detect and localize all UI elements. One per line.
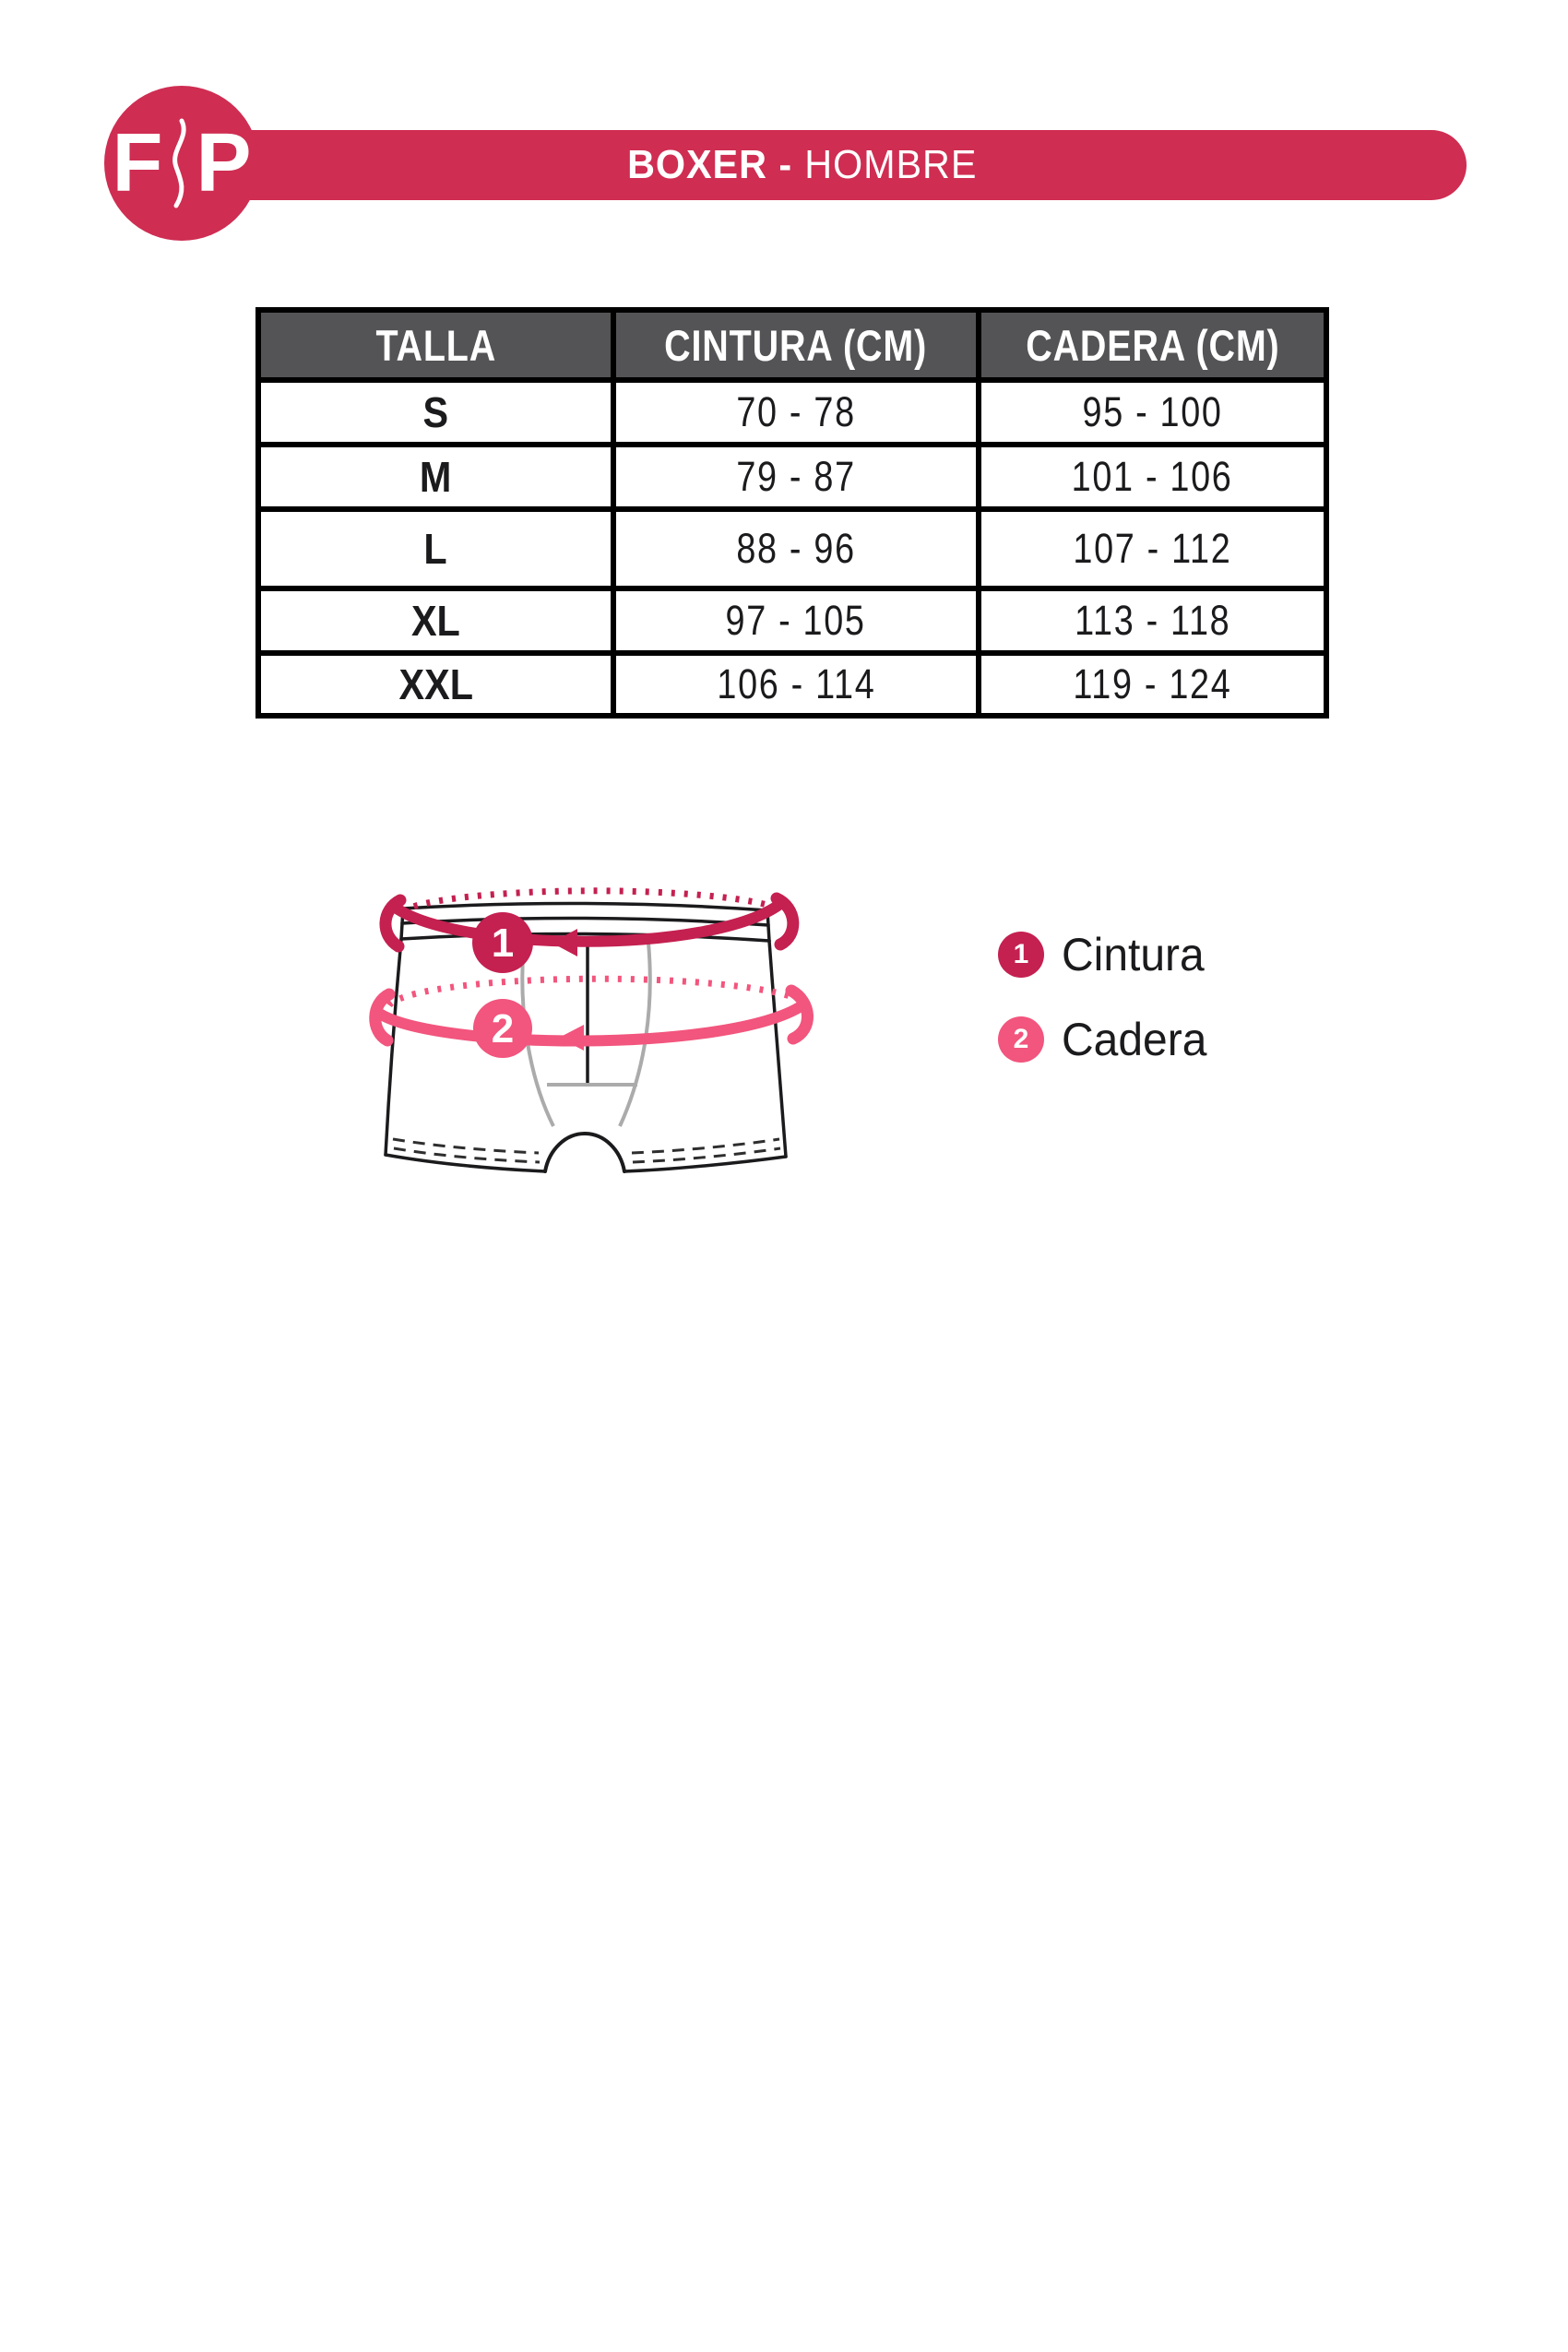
legend-label-cintura: Cintura — [1062, 929, 1205, 980]
cell-size: XL — [258, 588, 613, 653]
header-cell-cintura: CINTURA (CM) — [613, 310, 979, 380]
banner-title — [627, 142, 977, 188]
cell-cadera: 113 - 118 — [979, 588, 1326, 653]
waist-marker-number: 1 — [491, 921, 515, 966]
header-cell-talla: TALLA — [258, 310, 613, 380]
legend-number-badge-1: 1 — [998, 932, 1044, 978]
logo-letter-p: P — [196, 117, 252, 209]
banner-title-bold: BOXER - — [627, 142, 793, 187]
cell-cadera: 107 - 112 — [979, 509, 1326, 588]
cell-cintura: 106 - 114 — [613, 653, 979, 716]
legend-label-cadera: Cadera — [1062, 1014, 1207, 1065]
measurement-diagram — [369, 858, 821, 1190]
title-banner — [221, 130, 1467, 200]
cell-size: L — [258, 509, 613, 588]
cell-cadera: 95 - 100 — [979, 380, 1326, 445]
size-chart-table — [255, 307, 1329, 719]
hip-marker-badge — [473, 999, 532, 1058]
table-row-l — [258, 509, 1326, 588]
table-row-s — [258, 380, 1326, 445]
hem-stitching — [393, 1139, 780, 1162]
cell-cintura: 97 - 105 — [613, 588, 979, 653]
banner-title-regular: HOMBRE — [804, 142, 978, 187]
brand-logo — [104, 86, 259, 241]
table-header-row — [258, 310, 1326, 380]
cell-cadera: 101 - 106 — [979, 445, 1326, 509]
waist-annotation — [386, 891, 793, 956]
table-row-xxl — [258, 653, 1326, 716]
hip-arrow — [559, 1025, 584, 1051]
cell-size: S — [258, 380, 613, 445]
legend-item-cintura — [998, 928, 1210, 981]
logo-letter-f: F — [112, 117, 163, 209]
legend-number-badge-2: 2 — [998, 1016, 1044, 1063]
waist-marker-badge — [472, 912, 533, 973]
cell-cintura: 79 - 87 — [613, 445, 979, 509]
cell-cintura: 70 - 78 — [613, 380, 979, 445]
cell-cintura: 88 - 96 — [613, 509, 979, 588]
s-curve-icon — [167, 117, 191, 209]
cell-cadera: 119 - 124 — [979, 653, 1326, 716]
header-cell-cadera: CADERA (CM) — [979, 310, 1326, 380]
table-row-xl — [258, 588, 1326, 653]
legend-item-cadera — [998, 1013, 1213, 1066]
size-chart — [255, 307, 1329, 719]
hip-annotation — [375, 979, 808, 1051]
table-row-m — [258, 445, 1326, 509]
cell-size: XXL — [258, 653, 613, 716]
hip-marker-number: 2 — [491, 1006, 515, 1051]
cell-size: M — [258, 445, 613, 509]
